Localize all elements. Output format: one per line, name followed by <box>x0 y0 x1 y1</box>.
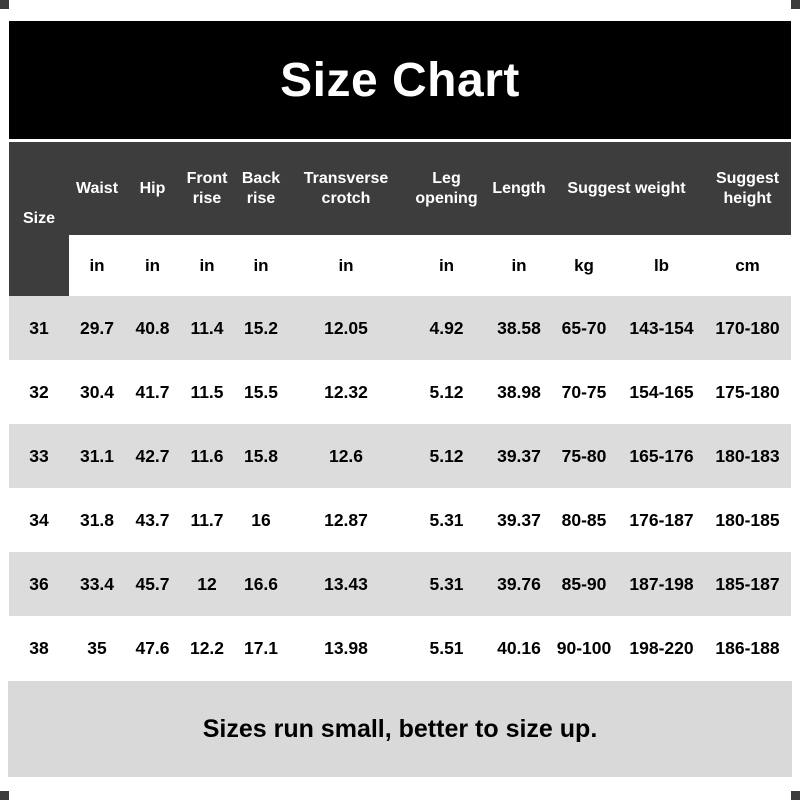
cell-size: 38 <box>29 637 49 658</box>
cell-length: 38.98 <box>497 381 541 402</box>
cell-leg-opening: 5.31 <box>429 509 464 530</box>
cell-length: 40.16 <box>497 637 541 658</box>
cell-hip: 42.7 <box>135 445 170 466</box>
cell-front-rise: 12.2 <box>189 637 225 658</box>
cell-waist: 29.7 <box>79 317 115 338</box>
table-row-size-31 <box>9 296 791 360</box>
corner-mark-top-left <box>0 0 9 9</box>
cell-transverse-crotch: 13.98 <box>324 637 368 658</box>
cell-weight-lb: 176-187 <box>629 509 694 530</box>
cell-weight-kg: 75-80 <box>561 445 607 466</box>
cell-height-cm: 170-180 <box>715 317 780 338</box>
column-header-hip: Hip <box>139 179 166 197</box>
unit-back-rise: in <box>253 255 269 275</box>
unit-weight-lb: lb <box>653 255 670 275</box>
corner-mark-top-right <box>791 0 800 9</box>
cell-transverse-crotch: 12.05 <box>324 317 368 338</box>
cell-weight-kg: 65-70 <box>561 317 607 338</box>
cell-leg-opening: 5.51 <box>429 637 464 658</box>
unit-front-rise: in <box>199 255 215 275</box>
table-row-size-38 <box>9 616 791 680</box>
cell-length: 38.58 <box>497 317 541 338</box>
cell-leg-opening: 5.31 <box>429 573 464 594</box>
column-header-size: Size <box>9 142 69 296</box>
table-header-row <box>9 142 791 235</box>
title-band <box>9 21 791 139</box>
cell-length: 39.76 <box>497 573 541 594</box>
column-header-leg-opening: Leg opening <box>415 169 478 207</box>
cell-leg-opening: 5.12 <box>429 381 464 402</box>
cell-front-rise: 12 <box>197 573 217 594</box>
cell-back-rise: 15.2 <box>243 317 279 338</box>
cell-length: 39.37 <box>497 445 541 466</box>
column-header-transverse-crotch: Transverse crotch <box>303 169 389 207</box>
cell-height-cm: 185-187 <box>715 573 780 594</box>
cell-front-rise: 11.6 <box>190 445 224 466</box>
cell-weight-lb: 143-154 <box>629 317 694 338</box>
cell-weight-kg: 70-75 <box>561 381 607 402</box>
unit-length: in <box>511 255 527 275</box>
unit-leg-opening: in <box>438 255 455 275</box>
table-row-size-32 <box>9 360 791 424</box>
cell-front-rise: 11.4 <box>190 317 224 338</box>
cell-waist: 33.4 <box>79 573 115 594</box>
cell-weight-lb: 165-176 <box>629 445 694 466</box>
cell-weight-kg: 90-100 <box>556 637 612 658</box>
cell-transverse-crotch: 12.87 <box>324 509 368 530</box>
cell-weight-lb: 198-220 <box>629 637 694 658</box>
cell-back-rise: 15.5 <box>243 381 279 402</box>
column-header-back-rise: Back rise <box>241 169 281 207</box>
cell-height-cm: 175-180 <box>715 381 780 402</box>
size-note: Sizes run small, better to size up. <box>202 714 598 743</box>
cell-height-cm: 180-183 <box>715 445 780 466</box>
table-row-size-33 <box>9 424 791 488</box>
cell-height-cm: 180-185 <box>715 509 780 530</box>
cell-back-rise: 16.6 <box>243 573 279 594</box>
cell-weight-lb: 154-165 <box>629 381 694 402</box>
cell-size: 36 <box>29 573 49 594</box>
cell-waist: 30.4 <box>79 381 115 402</box>
cell-back-rise: 15.8 <box>243 445 279 466</box>
table-units-row <box>9 235 791 296</box>
cell-size: 33 <box>29 445 49 466</box>
cell-hip: 45.7 <box>135 573 170 594</box>
cell-size: 31 <box>29 317 49 338</box>
unit-transverse-crotch: in <box>338 255 354 275</box>
unit-weight-kg: kg <box>574 255 594 275</box>
cell-front-rise: 11.5 <box>190 381 224 402</box>
cell-size: 32 <box>29 381 49 402</box>
cell-back-rise: 17.1 <box>243 637 279 658</box>
note-band <box>8 681 792 777</box>
corner-mark-bottom-left <box>0 791 9 800</box>
table-row-size-36 <box>9 552 791 616</box>
cell-waist: 31.1 <box>79 445 115 466</box>
column-header-front-rise: Front rise <box>186 169 228 207</box>
cell-front-rise: 11.7 <box>190 509 224 530</box>
cell-hip: 43.7 <box>135 509 170 530</box>
cell-hip: 47.6 <box>135 637 170 658</box>
column-header-suggest-weight: Suggest weight <box>567 179 686 197</box>
column-header-suggest-height: Suggest height <box>715 169 780 207</box>
column-header-length: Length <box>492 179 546 197</box>
cell-height-cm: 186-188 <box>715 637 780 658</box>
unit-height-cm: cm <box>735 255 760 275</box>
unit-waist: in <box>89 255 105 275</box>
cell-weight-kg: 80-85 <box>561 509 607 530</box>
cell-back-rise: 16 <box>251 509 271 530</box>
size-chart-table <box>9 142 791 680</box>
table-row-size-34 <box>9 488 791 552</box>
cell-hip: 40.8 <box>135 317 170 338</box>
page-title: Size Chart <box>280 53 520 107</box>
cell-transverse-crotch: 13.43 <box>324 573 368 594</box>
cell-waist: 31.8 <box>79 509 115 530</box>
cell-weight-kg: 85-90 <box>561 573 607 594</box>
cell-transverse-crotch: 12.32 <box>324 381 368 402</box>
cell-size: 34 <box>29 509 49 530</box>
cell-leg-opening: 5.12 <box>429 445 464 466</box>
column-header-waist: Waist <box>75 179 119 197</box>
cell-leg-opening: 4.92 <box>429 317 464 338</box>
cell-weight-lb: 187-198 <box>629 573 694 594</box>
cell-hip: 41.7 <box>135 381 170 402</box>
unit-hip: in <box>144 255 161 275</box>
cell-waist: 35 <box>87 637 107 658</box>
cell-transverse-crotch: 12.6 <box>328 445 364 466</box>
cell-length: 39.37 <box>497 509 541 530</box>
corner-mark-bottom-right <box>791 791 800 800</box>
